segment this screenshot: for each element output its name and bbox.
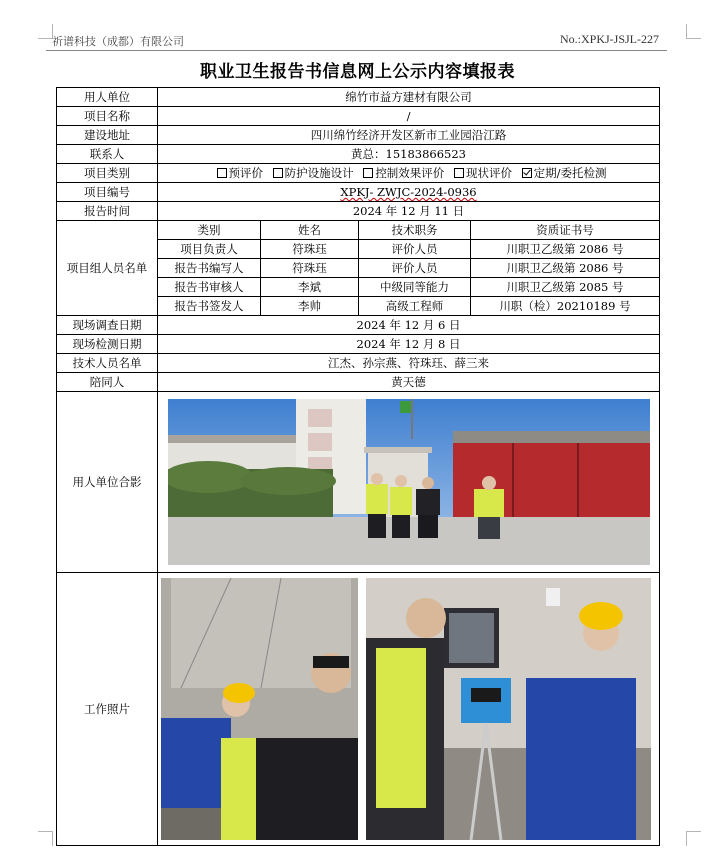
label-escort: 陪同人	[57, 373, 158, 392]
team-cell-category: 报告书编写人	[158, 259, 261, 278]
header-doc-number: No.:XPKJ-JSJL-227	[559, 32, 659, 46]
row-escort	[57, 373, 660, 392]
checkbox-status-evaluation[interactable]	[448, 166, 512, 180]
row-technicians	[57, 354, 660, 373]
value-work-photos	[158, 573, 660, 846]
info-form-table	[56, 87, 660, 846]
value-project-type	[158, 164, 660, 183]
checkbox-label: 防护设施设计	[284, 166, 354, 180]
value-group-photo	[158, 392, 660, 573]
team-cell-cert: 川职卫乙级第 2086 号	[471, 240, 660, 259]
row-report-date	[57, 202, 660, 221]
team-cell-category: 报告书审核人	[158, 278, 261, 297]
work-photo-1	[161, 578, 358, 840]
value-technicians: 江杰、孙宗燕、符珠珏、薛三来	[158, 354, 660, 373]
crop-mark-bottom-left	[38, 831, 53, 846]
checkbox-box	[273, 168, 283, 178]
crop-mark-top-left	[38, 24, 53, 39]
checkbox-label: 控制效果评价	[375, 166, 445, 180]
row-detect-date	[57, 335, 660, 354]
label-group-photo: 用人单位合影	[57, 392, 158, 573]
team-cell-cert: 川职（检）20210189 号	[471, 297, 660, 316]
team-header-title: 技术职务	[359, 221, 471, 240]
team-cell-category: 报告书签发人	[158, 297, 261, 316]
team-header-name: 姓名	[261, 221, 359, 240]
label-team: 项目组人员名单	[57, 221, 158, 316]
label-project-type: 项目类别	[57, 164, 158, 183]
checkbox-box-checked	[522, 168, 532, 178]
crop-mark-bottom-right	[686, 831, 701, 846]
label-project-name: 项目名称	[57, 107, 158, 126]
checkbox-label: 定期/委托检测	[533, 166, 607, 180]
team-cell-title: 评价人员	[359, 240, 471, 259]
value-project-name: /	[158, 107, 660, 126]
label-contact: 联系人	[57, 145, 158, 164]
team-cell-name: 符珠珏	[261, 240, 359, 259]
team-cell-title: 中级同等能力	[359, 278, 471, 297]
team-cell-title: 高级工程师	[359, 297, 471, 316]
value-contact: 黄总：15183866523	[158, 145, 660, 164]
team-header-row	[57, 221, 660, 240]
value-address: 四川绵竹经济开发区新市工业园沿江路	[158, 126, 660, 145]
team-header-cert: 资质证书号	[471, 221, 660, 240]
label-survey-date: 现场调查日期	[57, 316, 158, 335]
checkbox-protection-design[interactable]	[267, 166, 354, 180]
checkbox-periodic-detection[interactable]	[516, 166, 607, 180]
row-project-name	[57, 107, 660, 126]
team-cell-cert: 川职卫乙级第 2086 号	[471, 259, 660, 278]
team-cell-name: 符珠珏	[261, 259, 359, 278]
label-employer: 用人单位	[57, 88, 158, 107]
team-cell-name: 李帅	[261, 297, 359, 316]
label-report-date: 报告时间	[57, 202, 158, 221]
row-address	[57, 126, 660, 145]
value-employer: 绵竹市益方建材有限公司	[158, 88, 660, 107]
work-photo-2-illustration	[366, 578, 651, 840]
team-cell-name: 李斌	[261, 278, 359, 297]
page-title: 职业卫生报告书信息网上公示内容填报表	[200, 62, 515, 82]
row-contact	[57, 145, 660, 164]
row-work-photos	[57, 573, 660, 846]
row-project-no	[57, 183, 660, 202]
crop-mark-top-right	[686, 24, 701, 39]
value-detect-date: 2024 年 12 月 8 日	[158, 335, 660, 354]
value-escort: 黄天德	[158, 373, 660, 392]
row-employer	[57, 88, 660, 107]
row-project-type	[57, 164, 660, 183]
label-detect-date: 现场检测日期	[57, 335, 158, 354]
team-cell-category: 项目负责人	[158, 240, 261, 259]
group-photo	[168, 399, 650, 565]
label-technicians: 技术人员名单	[57, 354, 158, 373]
header-divider	[46, 50, 667, 51]
row-survey-date	[57, 316, 660, 335]
label-project-no: 项目编号	[57, 183, 158, 202]
checkbox-box	[363, 168, 373, 178]
checkbox-label: 现状评价	[465, 166, 512, 180]
label-address: 建设地址	[57, 126, 158, 145]
team-cell-title: 评价人员	[359, 259, 471, 278]
project-no-text: XPKJ- ZWJC-2024-0936	[340, 185, 477, 199]
group-photo-illustration	[168, 399, 650, 565]
checkbox-pre-evaluation[interactable]	[211, 166, 264, 180]
team-header-category: 类别	[158, 221, 261, 240]
label-work-photos: 工作照片	[57, 573, 158, 846]
value-project-no	[158, 183, 660, 202]
work-photo-2	[366, 578, 651, 840]
checkbox-label: 预评价	[228, 166, 263, 180]
header-company: 祈谱科技（成都）有限公司	[52, 35, 184, 48]
team-cell-cert: 川职卫乙级第 2085 号	[471, 278, 660, 297]
value-report-date: 2024 年 12 月 11 日	[158, 202, 660, 221]
value-survey-date: 2024 年 12 月 6 日	[158, 316, 660, 335]
checkbox-box	[217, 168, 227, 178]
checkbox-control-effect[interactable]	[357, 166, 444, 180]
row-group-photo	[57, 392, 660, 573]
work-photo-1-illustration	[161, 578, 358, 840]
checkbox-box	[454, 168, 464, 178]
